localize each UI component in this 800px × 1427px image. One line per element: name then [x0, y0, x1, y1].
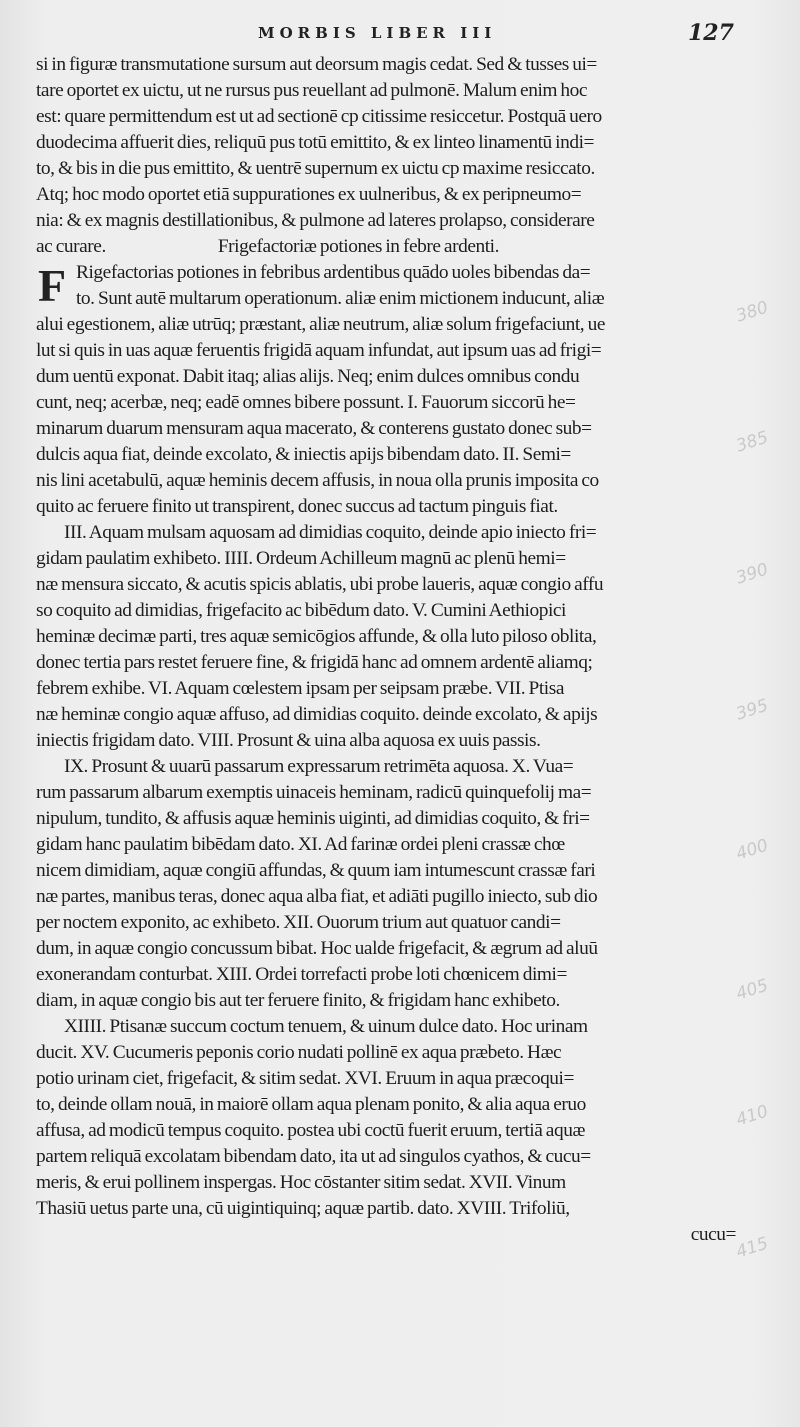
margin-note: 380	[733, 297, 771, 327]
page-number: 127	[688, 20, 734, 46]
text-line: diam, in aquæ congio bis aut ter feruere finito, & frigidam hanc exhibeto.	[36, 990, 560, 1011]
text-line: tare oportet ex uictu, ut ne rursus pus reuellant ad pulmonē. Malum enim hoc	[36, 80, 588, 101]
margin-note: 405	[733, 975, 771, 1005]
text-line: nia: & ex magnis destillationibus, & pulmone ad lateres prolapso, considerare	[36, 210, 595, 231]
margin-note: 385	[733, 427, 771, 457]
text-line: Atq; hoc modo oportet etiā suppurationes ex uulneribus, & ex peripneumo=	[36, 184, 582, 205]
text-line: næ mensura siccato, & acutis spicis ablatis, ubi probe laueris, aquæ congio affu	[36, 574, 604, 595]
text-line: donec tertia pars restet feruere fine, & frigidā hanc ad omnem ardentē aliamq;	[36, 652, 593, 673]
text-line: iniectis frigidam dato. VIII. Prosunt & uina alba aquosa ex uuis passis.	[36, 730, 541, 751]
margin-note: 390	[733, 559, 771, 589]
text-line: nis lini acetabulū, aquæ heminis decem affusis, in noua olla prunis imposita co	[36, 470, 599, 491]
text-line: si in figuræ transmutatione sursum aut deorsum magis cedat. Sed & tusses ui=	[36, 54, 597, 75]
text-line: per noctem exponito, ac exhibeto. XII. Ouorum trium aut quatuor candi=	[36, 912, 561, 933]
page-header	[0, 20, 800, 48]
text-line: dum uentū exponat. Dabit itaq; alias alijs. Neq; enim dulces omnibus condu	[36, 366, 580, 387]
text-line: cunt, neq; acerbæ, neq; eadē omnes bibere possunt. I. Fauorum siccorū he=	[36, 392, 576, 413]
margin-note: 395	[733, 695, 771, 725]
text-line: Thasiū uetus parte una, cū uigintiquinq; aquæ partib. dato. XVIII. Trifoliū,	[36, 1198, 570, 1219]
text-line: potio urinam ciet, frigefacit, & sitim sedat. XVI. Eruum in aqua præcoqui=	[36, 1068, 574, 1089]
margin-note: 415	[733, 1233, 771, 1263]
section-title: Frigefactoriæ potiones in febre ardenti.	[217, 236, 499, 257]
text-line: XIIII. Ptisanæ succum coctum tenuem, & uinum dulce dato. Hoc urinam	[64, 1016, 588, 1037]
text-line: ducit. XV. Cucumeris peponis corio nudati pollinē ex aqua præbeto. Hæc	[36, 1042, 562, 1063]
text-line: partem reliquā excolatam bibendam dato, ita ut ad singulos cyathos, & cucu=	[36, 1146, 591, 1167]
text-line: minarum duarum mensuram aqua macerato, & conterens gustato donec sub=	[36, 418, 592, 439]
drop-cap: F	[38, 260, 66, 311]
text-line: gidam paulatim exhibeto. IIII. Ordeum Achilleum magnū ac plenū hemi=	[36, 548, 566, 569]
text-line: meris, & erui pollinem inspergas. Hoc cōstanter sitim sedat. XVII. Vinum	[36, 1172, 566, 1193]
body-text	[36, 52, 736, 1248]
text-line: to, deinde ollam nouā, in maiorē ollam aqua plenam ponito, & alia aqua eruo	[36, 1094, 586, 1115]
text-line: næ partes, manibus teras, donec aqua alba fiat, et adiāti pugillo iniecto, sub dio	[36, 886, 598, 907]
text-line: duodecima affuerit dies, reliquū pus totū emittito, & ex linteo linamentū indi=	[36, 132, 595, 153]
section-heading-line	[36, 234, 736, 260]
text-line-end: ac curare.	[36, 236, 106, 257]
margin-note: 400	[733, 835, 771, 865]
text-line: nipulum, tundito, & affusis aquæ heminis uiginti, ad dimidias coquito, & fri=	[36, 808, 590, 829]
text-line: febrem exhibe. VI. Aquam cœlestem ipsam per seipsam præbe. VII. Ptisa	[36, 678, 564, 699]
initial-paragraph	[36, 260, 736, 312]
catchword: cucu=	[690, 1224, 736, 1245]
text-line: to. Sunt autē multarum operationum. aliæ enim mictionem inducunt, aliæ	[76, 288, 605, 309]
text-line: affusa, ad modicū tempus coquito. postea ubi coctū fuerit eruum, tertiā aquæ	[36, 1120, 585, 1141]
text-line: IX. Prosunt & uuarū passarum expressarum retrimēta aquosa. X. Vua=	[64, 756, 574, 777]
margin-annotations	[733, 160, 800, 1360]
text-line: est: quare permittendum est ut ad sectionē cp citissime resiccetur. Postquā uero	[36, 106, 602, 127]
text-line: rum passarum albarum exemptis uinaceis heminam, radicū quinquefolij ma=	[36, 782, 592, 803]
text-line: heminæ decimæ parti, tres aquæ semicōgios affunde, & olla luto piloso oblita,	[36, 626, 597, 647]
text-line: gidam hanc paulatim bibēdam dato. XI. Ad farinæ ordei pleni crassæ chœ	[36, 834, 565, 855]
text-line: næ heminæ congio aquæ affuso, ad dimidias coquito. deinde excolato, & apijs	[36, 704, 598, 725]
text-line: Rigefactorias potiones in febribus ardentibus quādo uoles bibendas da=	[76, 262, 591, 283]
text-line: to, & bis in die pus emittito, & uentrē supernum ex uictu cp maxime resiccato.	[36, 158, 595, 179]
text-line: so coquito ad dimidias, frigefacito ac bibēdum dato. V. Cumini Aethiopici	[36, 600, 566, 621]
margin-note: 410	[733, 1101, 771, 1131]
text-line: dulcis aqua fiat, deinde excolato, & iniectis apijs bibendam dato. II. Semi=	[36, 444, 571, 465]
text-line: dum, in aquæ congio concussum bibat. Hoc ualde frigefacit, & ægrum ad aluū	[36, 938, 598, 959]
text-line: exonerandam conturbat. XIII. Ordei torrefacti probe loti chœnicem dimi=	[36, 964, 567, 985]
text-line: III. Aquam mulsam aquosam ad dimidias coquito, deinde apio iniecto fri=	[64, 522, 597, 543]
text-line: lut si quis in uas aquæ feruentis frigidā aquam infundat, aut ipsum uas ad frigi=	[36, 340, 602, 361]
text-line: nicem dimidiam, aquæ congiū affundas, & quum iam intumescunt crassæ fari	[36, 860, 596, 881]
text-line: quito ac feruere finito ut transpirent, donec succus ad tactum pinguis fiat.	[36, 496, 558, 517]
running-head: MORBIS LIBER III	[258, 24, 497, 42]
text-line: alui egestionem, aliæ utrūq; præstant, aliæ neutrum, aliæ solum frigefaciunt, ue	[36, 314, 605, 335]
